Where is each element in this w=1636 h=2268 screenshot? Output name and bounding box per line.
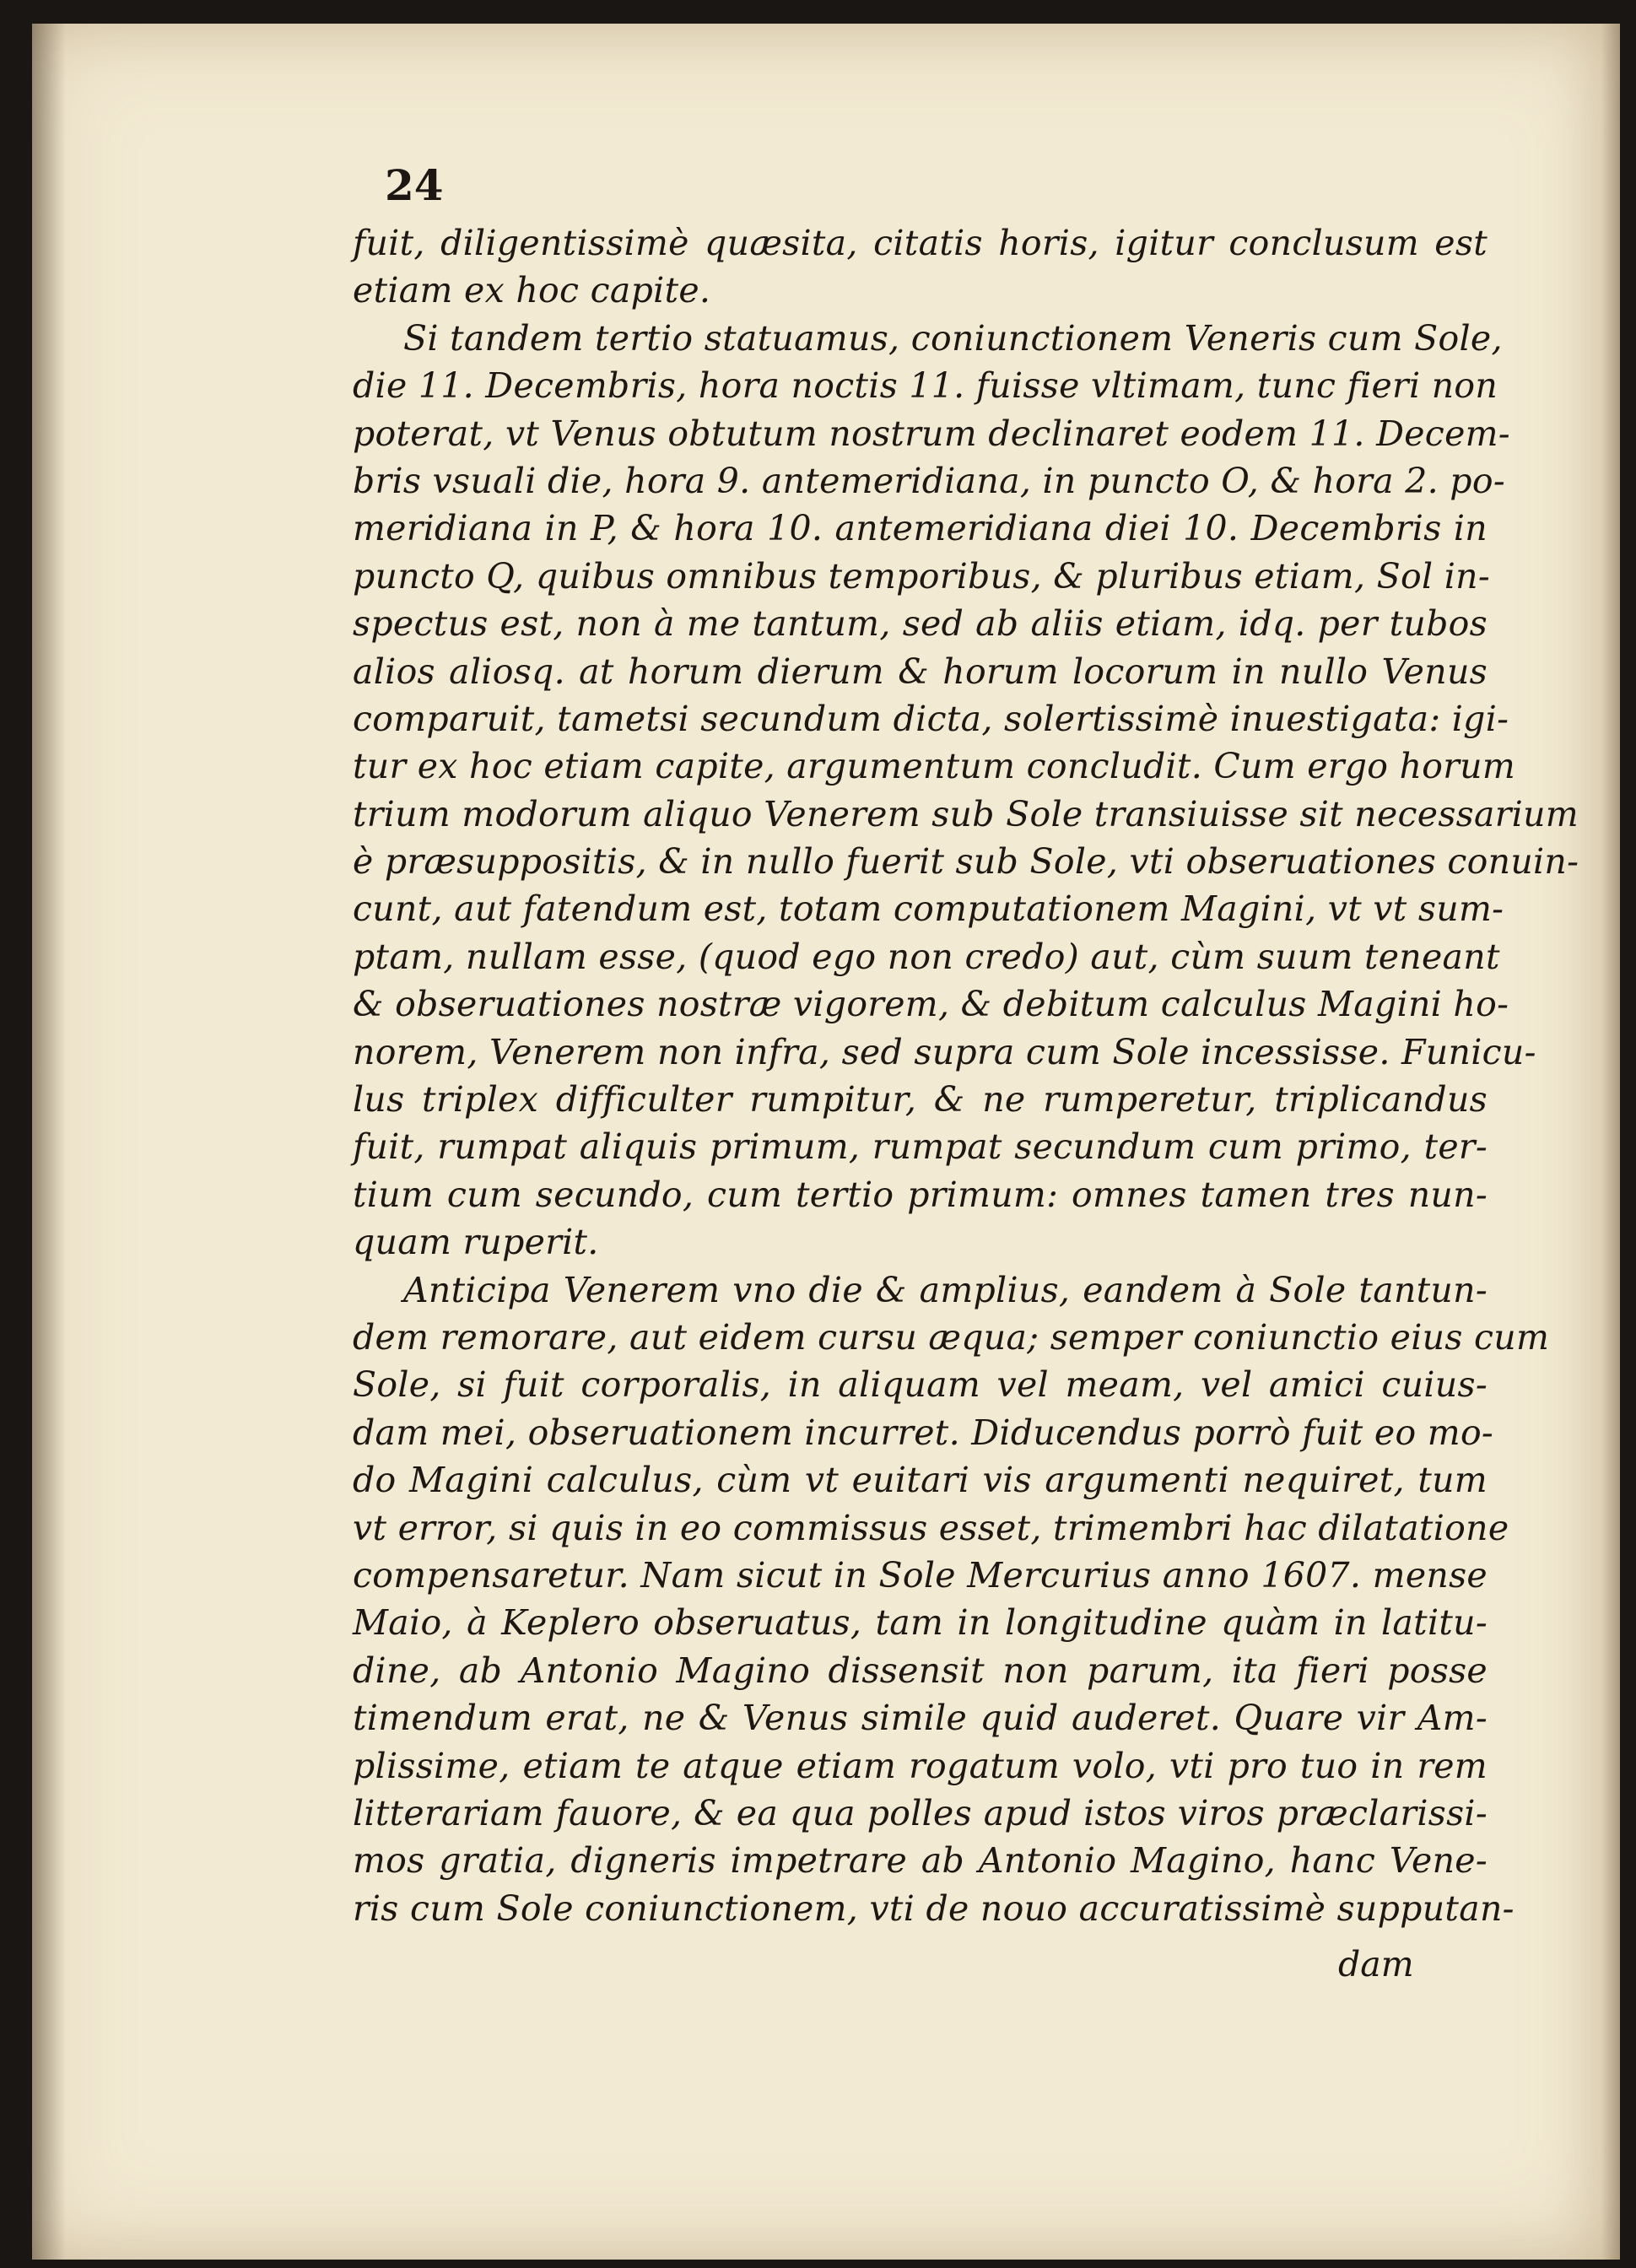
text-line: fuit, diligentissimè quæsita, citatis horis, igitur conclusum est [353,223,1488,263]
text-line: bris vsuali die, hora 9. antemeridiana, in puncto O, & hora 2. po- [353,460,1505,501]
text-line: Anticipa Venerem vno die & amplius, eandem à Sole tantun- [403,1269,1488,1310]
text-line: etiam ex hoc capite. [353,270,711,311]
text-line: tium cum secundo, cum tertio primum: omnes tamen tres nun- [353,1174,1488,1215]
text-line: ptam, nullam esse, (quod ego non credo) aut, cùm suum teneant [353,936,1500,977]
text-line: meridiana in P, & hora 10. antemeridiana diei 10. Decembris in [353,508,1488,549]
text-line: vt error, si quis in eo commissus esset, trimembri hac dilatatione [353,1507,1509,1548]
text-line: plissime, etiam te atque etiam rogatum volo, vti pro tuo in rem [353,1745,1488,1786]
text-line: litterariam fauore, & ea qua polles apud istos viros præclarissi- [353,1792,1488,1833]
text-line: do Magini calculus, cùm vt euitari vis argumenti nequiret, tum [353,1460,1488,1501]
text-line: fuit, rumpat aliquis primum, rumpat secundum cum primo, ter- [353,1126,1488,1168]
text-line: poterat, vt Venus obtutum nostrum declinaret eodem 11. Decem- [353,413,1510,454]
text-line: mos gratia, digneris impetrare ab Antonio Magino, hanc Vene- [353,1840,1488,1882]
page-edge [1601,24,1620,2260]
text-line: Maio, à Keplero obseruatus, tam in longitudine quàm in latitu- [353,1602,1488,1644]
book-page [32,24,1620,2260]
text-line: lus triplex difficulter rumpitur, & ne rumperetur, triplicandus [353,1079,1488,1120]
text-line: trium modorum aliquo Venerem sub Sole transiuisse sit necessarium [353,793,1579,834]
text-line: ris cum Sole coniunctionem, vti de nouo accuratissimè supputan- [353,1887,1515,1929]
text-line: tur ex hoc etiam capite, argumentum concludit. Cum ergo horum [353,746,1516,787]
catchword: dam [1338,1944,1414,1984]
text-line: dem remorare, aut eidem cursu æqua; semper coniunctio eius cum [353,1316,1550,1358]
text-line: compensaretur. Nam sicut in Sole Mercurius anno 1607. mense [353,1554,1488,1596]
text-line: norem, Venerem non infra, sed supra cum Sole incessisse. Funicu- [353,1031,1536,1072]
body-text [353,219,1579,1932]
text-line: die 11. Decembris, hora noctis 11. fuisse vltimam, tunc fieri non [353,365,1498,407]
text-line: cunt, aut fatendum est, totam computationem Magini, vt vt sum- [353,888,1504,930]
page-number: 24 [385,160,444,210]
text-line: dine, ab Antonio Magino dissensit non parum, ita fieri posse [353,1650,1488,1691]
text-line: dam mei, obseruationem incurret. Diducendus porrò fuit eo mo- [353,1412,1494,1453]
text-line: alios aliosq. at horum dierum & horum locorum in nullo Venus [353,651,1488,692]
text-line: timendum erat, ne & Venus simile quid auderet. Quare vir Am- [353,1698,1488,1739]
text-line: spectus est, non à me tantum, sed ab aliis etiam, idq. per tubos [353,603,1488,645]
gutter-shadow [32,24,66,2260]
text-line: puncto Q, quibus omnibus temporibus, & pluribus etiam, Sol in- [353,555,1491,597]
text-line: è præsuppositis, & in nullo fuerit sub Sole, vti obseruationes conuin- [353,841,1579,883]
text-line: & obseruationes nostræ vigorem, & debitum calculus Magini ho- [353,984,1509,1025]
text-line: comparuit, tametsi secundum dicta, solertissimè inuestigata: igi- [353,698,1509,739]
text-line: Sole, si fuit corporalis, in aliquam vel meam, vel amici cuius- [353,1364,1488,1406]
text-line: quam ruperit. [353,1222,599,1263]
text-line: Si tandem tertio statuamus, coniunctionem Veneris cum Sole, [403,317,1503,359]
